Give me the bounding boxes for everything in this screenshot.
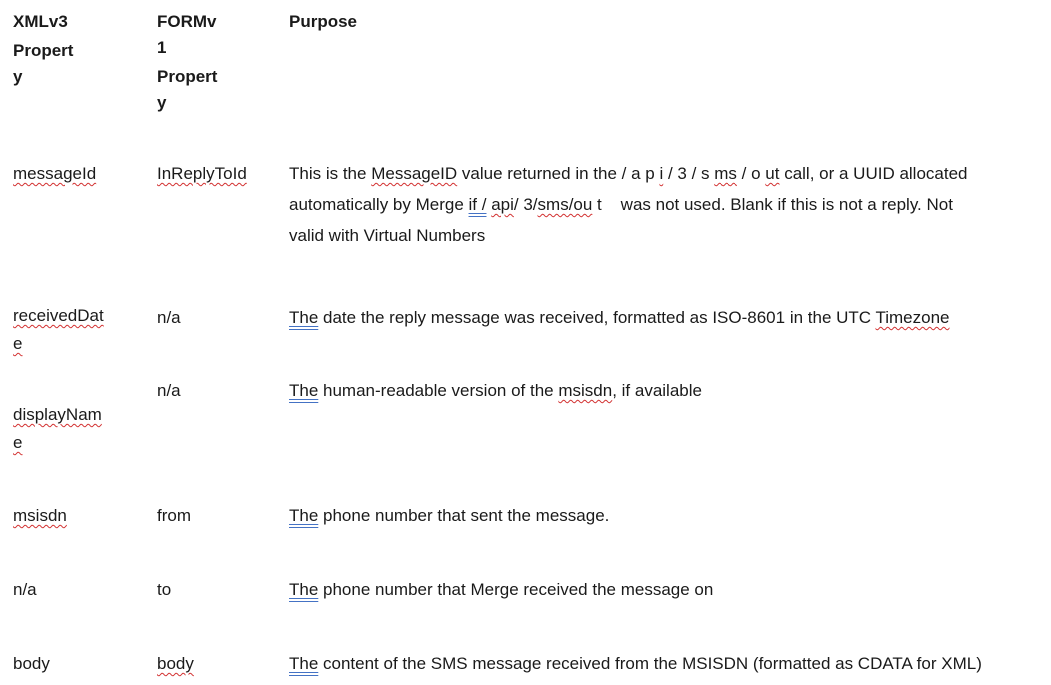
table-row-5-purpose: The phone number that Merge received the message on [289, 580, 714, 599]
header-formv1-line1: FORMv [157, 12, 217, 31]
table-row-4-purpose: The phone number that sent the message. [289, 506, 610, 525]
header-xmlv3 [13, 9, 143, 90]
table-row-1-purpose [289, 158, 1039, 251]
cell-xml-displayname-l2: e [13, 433, 23, 452]
table-row-3-xml [13, 401, 143, 457]
header-formv1-line2: 1 [157, 38, 167, 57]
cell-xml-displayname-l1: displayNam [13, 405, 102, 424]
cell-xml-messageid: messageId [13, 164, 97, 183]
cell-form-body: body [157, 654, 194, 673]
header-xmlv3-line2: Propert [13, 41, 74, 60]
purpose-1-line1: This is the MessageID value returned in the / a p i / 3 / s ms / o ut call, or a UUID allocated [289, 164, 968, 183]
header-xmlv3-line3: y [13, 67, 23, 86]
table-row-6-xml: body [13, 654, 50, 673]
table-row-1-xml [13, 158, 143, 189]
table-row-4-form: from [157, 506, 191, 525]
header-formv1 [157, 9, 282, 116]
table-row-5-xml: n/a [13, 580, 37, 599]
table-row-5-form: to [157, 580, 172, 599]
table-row-2-form: n/a [157, 308, 181, 327]
table-row-3-form: n/a [157, 381, 181, 400]
table-row-3-purpose: The human-readable version of the msisdn, if available [289, 381, 702, 400]
table-row-6-purpose: The content of the SMS message received from the MSISDN (formatted as CDATA for XML) [289, 654, 982, 673]
table-row-4-xml [13, 500, 143, 531]
table-row-1-form [157, 158, 282, 189]
header-formv1-line3: Propert [157, 67, 218, 86]
header-purpose: Purpose [289, 12, 358, 31]
purpose-1-line2: automatically by Merge if / api/ 3/sms/ou t was not used. Blank if this is not a reply. Not [289, 195, 953, 214]
header-formv1-line4: y [157, 93, 167, 112]
header-xmlv3-line1: XMLv3 [13, 12, 68, 31]
table-row-2-xml [13, 302, 143, 358]
cell-xml-msisdn: msisdn [13, 506, 67, 525]
cell-form-inreplytoid: InReplyToId [157, 164, 247, 183]
cell-xml-receiveddate-l1: receivedDat [13, 306, 104, 325]
table-row-2-purpose: The date the reply message was received, formatted as ISO-8601 in the UTC Timezone [289, 308, 950, 327]
purpose-1-line3: valid with Virtual Numbers [289, 226, 486, 245]
cell-xml-receiveddate-l2: e [13, 334, 23, 353]
table-row-6-form [157, 648, 282, 679]
